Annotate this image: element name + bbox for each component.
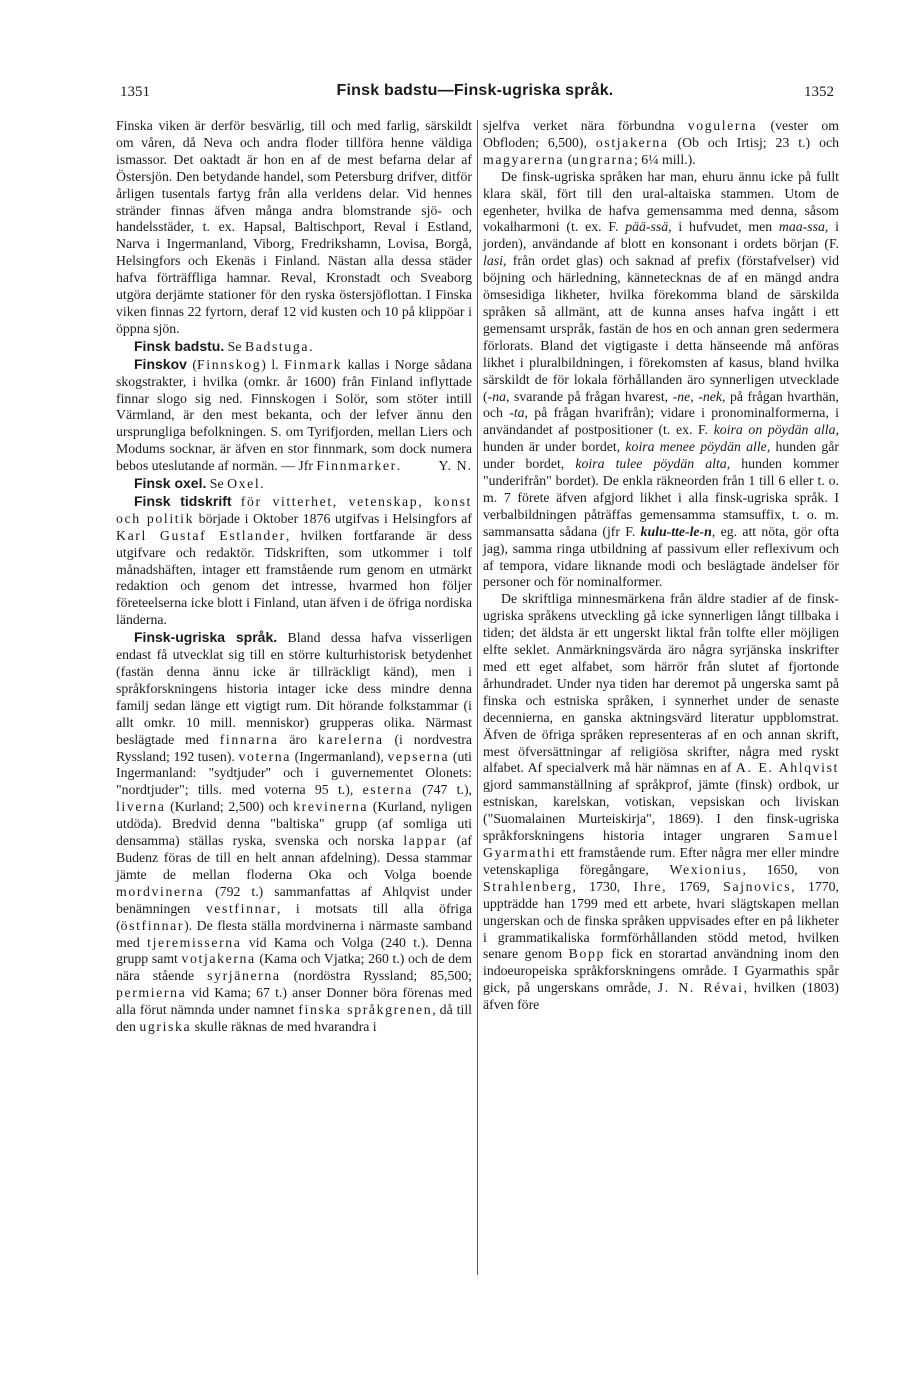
entry-text: , i jorden), användande af blott en konsonant i ordets början (F. <box>483 219 839 252</box>
spaced-term: liverna <box>116 799 166 815</box>
example-word: kulu-tte-le-n <box>640 523 712 539</box>
entry-text: , från ordet glas) och saknad af prefix (förstafvelser) vid böjning och härledning, kännetecknas de af en mängd andra ömsesidiga likheter, hvilka förekomma bland de särskilda språken så allmänt, att de kunna anses hafva ingått i ett gemensamt urspråk, fastän de hos en och annan gren sedermera förlorats. Bland det vigtigaste i detta hänseende må anföras likhet i pluralbildningen, i förekomsten af kasus, bland hvilka särskildt de för lokala förhållanden äro synnerligen utvecklade ( <box>483 253 839 404</box>
ugriska-literature-paragraph <box>483 591 839 1014</box>
entry-finsk-badstu <box>116 338 472 356</box>
entry-text: . <box>260 476 264 492</box>
spaced-term: vestfinnar <box>205 900 277 916</box>
entry-text: , på frågan hvarifrån); vidare i pronominalformerna, i användandet af postpositioner (t. ex. F. <box>483 405 840 438</box>
spaced-term: krevinerna <box>293 799 369 815</box>
entry-text: kallas i Norge sådana skogstrakter, i hvilka (omkr. år 1600) från Finland inflyttade finnar slogo sig ned. Finnskogen i Solör, som stöter intill Värmland, är den mest bekanta, och der lefver ännu den ursprungliga befolkningen. S. om Tyrifjorden, mellan Liers och Modums socknar, är äfven en stor finnmark, som dock numera bebos uteslutande af normän. — Jfr <box>116 356 472 474</box>
spaced-term: Ihre <box>633 878 663 894</box>
spaced-term: östfinnar <box>120 917 185 933</box>
spaced-term: vogulerna <box>687 118 758 133</box>
spaced-term: mordvinerna <box>116 883 205 899</box>
entry-text: (nordöstra Ryssland; 85,500; <box>280 968 472 984</box>
example-word: maa-ssa <box>778 219 825 235</box>
page-header <box>116 84 834 106</box>
left-column <box>116 118 472 1036</box>
entry-text: . <box>309 338 313 354</box>
page-number-right: 1352 <box>804 84 834 100</box>
column-divider <box>477 120 478 1275</box>
spaced-term: Samuel Gyarmathi <box>483 828 839 860</box>
entry-text: skulle räknas de med hvarandra i <box>191 1019 377 1035</box>
entry-text: De finsk-ugriska språken har man, ehuru ännu icke på fullt klara skäl, fört till den ural-altaiska stammen. Utom de egenheter, hvilka de hafva gemensamma med denna, såsom vokalharmoni (t. ex. F. <box>483 168 839 235</box>
spaced-term: ungrarna <box>572 151 635 167</box>
cross-reference: Badstuga <box>244 338 310 354</box>
entry-text: (af Budenz föras de till en helt annan afdelning). Dessa stammar jämte de mellan floderna Oka och Volga boende <box>116 833 472 882</box>
example-phrase: koira tulee pöydän alta <box>575 456 727 472</box>
entry-text: ett framstående rum. Efter några mer eller mindre vetenskapliga föregångare, <box>483 844 839 877</box>
running-title: Finsk badstu—Finsk-ugriska språk. <box>336 82 614 99</box>
entry-text: , 1769, <box>662 878 724 894</box>
spaced-term: magyarerna <box>483 151 565 167</box>
entry-text: (792 t.) sammanfattas af Ahlqvist under benämningen <box>116 883 472 916</box>
spaced-term: Sajnovics <box>723 878 792 894</box>
spaced-term: votjakerna <box>181 951 256 967</box>
entry-text: Se <box>206 476 228 492</box>
entry-text: , 1770, uppträdde han 1799 med ett arbete, hvari slägtskapen mellan ungerskan och de finska språken uppvisades efter en på likheter i grammatikaliska formförhållanden stödd metod, hvilken senare genom <box>483 878 840 962</box>
entry-text: , i motsats till alla öfriga ( <box>116 900 472 933</box>
spaced-term: A. E. Ahlqvist <box>735 760 839 776</box>
spaced-term: finnarna <box>219 731 279 747</box>
example-word: -ne, -nek <box>672 388 722 404</box>
entry-text: ) l. <box>261 356 285 372</box>
entry-text: ). De flesta ställa mordvinerna i närmaste samband med <box>116 917 472 950</box>
entry-text: , hvilken (1803) äfven före <box>483 980 840 1013</box>
spaced-term: för vitterhet, vetenskap, konst och politik <box>116 493 472 526</box>
spaced-term: permierna <box>116 985 187 1001</box>
page-number-left: 1351 <box>120 84 150 100</box>
entry-text: Se <box>224 338 245 354</box>
entry-text: De skriftliga minnesmärkena från äldre stadier af de finsk-ugriska språkens utveckling gå icke synnerligen långt tillbaka i tiden; det äldsta är ett ungerskt liktal från tolfte eller möjligen elfte seklet. Anmärkningsvärda äro några syrjänska inskrifter med ett eget alfabet, som härrör från slutet af fjortonde århundradet. Under nya tiden har deremot på ungerska samt på finska och estniska språken, i synnerhet under de senaste decennierna, en ganska aktningsvärd literatur uppblomstrat. Äfven de öfriga språken representeras af en och annan skrift, mest öfversättningar af religiösa skrifter, några med ryskt alfabet. Af specialverk må här nämnas en af <box>483 591 839 776</box>
spaced-term: lappar <box>403 833 448 849</box>
entry-finsk-ugriska-sprak <box>116 629 472 1036</box>
entry-text: (Ob och Irtisj; 23 t.) och <box>668 134 839 150</box>
entry-text: började i Oktober 1876 utgifvas i Helsingfors af <box>194 510 473 526</box>
headword: Finskov <box>134 355 187 372</box>
spaced-term: ostjakerna <box>595 134 669 150</box>
entry-text: , hvilken fortfarande är dess utgifvare och redaktör. Tidskriften, som utkommer i tolf månadshäften, intager ett framstående rum genom en utmärkt redaktion och genom det intresse, hvarmed hon följer företeelserna icke blott i Finland, utan äfven i de öfriga nordiska länderna. <box>116 527 473 628</box>
spaced-term: esterna <box>362 782 413 798</box>
headword: Finsk oxel. <box>134 475 207 492</box>
spaced-term: Strahlenberg <box>483 878 573 894</box>
example-phrase: koira on pöydän alla <box>713 422 836 438</box>
spaced-term: Finnskog <box>197 356 262 372</box>
entry-text: (Ingermanland), <box>291 748 388 764</box>
spaced-term: Bopp <box>568 946 605 962</box>
example-word: pää-ssä <box>625 219 669 235</box>
entry-text: (Kurland, nyligen utdöda). Bredvid denna "baltiska" grupp (af somliga uti densamma) ställas ryska, svenska och norska <box>116 799 472 849</box>
entry-text: , på frågan hvarthän, och <box>483 388 839 421</box>
entry-text: , hunden går under bordet, <box>483 439 839 472</box>
headword: Finsk tidskrift <box>134 492 232 509</box>
entry-text: gjord sammanställning af språkprof, jämte (finsk) ordbok, ur estniskan, karelskan, votiskan, vepsiskan och liviskan ("Suomalainen Murteiskirja", 1869). I den finsk-ugriska språkforskningens historia intager ungraren <box>483 777 839 844</box>
cross-reference: Finnmarker <box>316 458 397 474</box>
entry-finsk-tidskrift <box>116 493 472 629</box>
entry-finsk-oxel <box>116 475 472 493</box>
entry-text <box>232 494 241 509</box>
entry-text: sjelfva verket nära förbundna <box>483 118 688 133</box>
entry-text: (i nordvestra Ryssland; 192 tusen). <box>116 731 473 764</box>
spaced-term: tjeremisserna <box>147 934 242 950</box>
entry-text: (747 t.), <box>412 782 472 798</box>
right-column <box>483 118 839 1014</box>
entry-text: (uti Ingermanland: "sydtjuder" och i guvernementet Olonets: "nordtjuder"; tills. med voterna 95 t.), <box>116 748 473 798</box>
cross-reference: Oxel <box>227 476 261 492</box>
entry-text: fick en storartad användning inom den indoeuropeiska språkforskningens område. I Gyarmathis spår gick, på ungerskans område, <box>483 946 840 996</box>
example-word: -na <box>487 388 507 404</box>
entry-text: vid Kama och Volga (240 t.). Denna grupp samt <box>116 934 472 967</box>
entry-text: , då till den <box>116 1002 473 1035</box>
entry-text: ( <box>186 356 198 372</box>
author-signature: Y. N. <box>438 458 472 474</box>
entry-text: (Kurland; 2,500) och <box>165 799 294 815</box>
spaced-term: syrjänerna <box>207 968 281 984</box>
spaced-term: Wexionius <box>669 861 743 877</box>
entry-text: ( <box>564 151 573 167</box>
entry-text: , hunden kommer "underifrån" bordet). De enkla räkneorden från 1 till 6 eller t. o. m. 7 förete äfven afgjord likhet i alla finsk-ugriska språk. I verbalbildningen påträffas gemensamma stamsuffix, t. o. m. sammansatta sådana (jfr F. <box>483 456 839 539</box>
ugriska-grammar-paragraph <box>483 169 839 592</box>
entry-text: , i hufvudet, men <box>668 219 779 235</box>
spaced-term: Finmark <box>284 356 343 372</box>
entry-text: , 1730, <box>572 878 634 894</box>
entry-text: vid Kama; 67 t.) anser Donner böra förenas med alla förut nämnda under namnet <box>116 985 472 1018</box>
example-word: lasi <box>483 253 503 269</box>
entry-text: , hunden är under bordet, <box>483 422 839 455</box>
spaced-term: karelerna <box>317 731 384 747</box>
entry-text: , 1650, von <box>742 861 839 877</box>
entry-text: (Kama och Vjatka; 260 t.) och de dem nära stående <box>116 951 472 984</box>
finska-viken-continuation: Finska viken är derför besvärlig, till och med farlig, särskildt om våren, då Neva och andra floder tillföra henne väldiga ismassor. Det oaktadt är hon en af de mest befarna delar af Östersjön. Den betydande handel, som Petersburg drifver, ditför årligen tusentals fartyg från alla verldens delar. Vid hennes stränder finnas äfven många andra blomstrande sjö- och handelsstäder, t. ex. Hapsal, Baltischport, Reval i Estland, Narva i Ingermanland, Viborg, Fredrikshamn, Lovisa, Borgå, Helsingfors och Ekenäs i Finland. Nästan alla dessa städer hafva förträffliga hamnar. Reval, Kronstadt och Sveaborg utgöra derjämte stationer för den ryska östersjöflottan. I Finska viken finnas 22 fyrtorn, deraf 12 vid kusten och 10 på klippöar i öppna sjön. <box>116 118 472 336</box>
entry-text: äro <box>278 731 318 747</box>
entry-text: , svarande på frågan hvarest, <box>506 388 673 404</box>
headword: Finsk-ugriska språk. <box>134 629 278 646</box>
entry-text: (vester om Obfloden; 6,500), <box>483 118 839 150</box>
spaced-term: voterna <box>238 748 292 764</box>
spaced-term: ugriska <box>139 1019 192 1035</box>
entry-text: Bland dessa hafva visserligen endast få utvecklat sig till en större kulturhistorisk betydenhet (fastän denna ännu icke är tillräckligt känd), men i språkforskningens historia intager icke dess mindre denna familj sedan länge ett vigtigt rum. Dit hörande folkstammar (i allt omkr. 10 mill. menniskor) grupperas olika. Närmast beslägtade med <box>116 630 472 747</box>
example-phrase: koira menee pöydän alle <box>625 439 767 455</box>
entry-text: , eg. att nöta, gör ofta jag), samma ringa utbildning af passivum eller reflexivum och af tempora, vidare liknande modi och beslägtade ändelser för personer och för nominalformer. <box>483 523 839 590</box>
entry-text: . <box>396 458 401 474</box>
entry-text: ; 6¼ mill.). <box>634 151 696 167</box>
ugriska-continuation <box>483 118 839 169</box>
entry-finskov <box>116 356 472 475</box>
headword: Finsk badstu. <box>134 337 225 354</box>
spaced-term: vepserna <box>387 748 450 764</box>
spaced-term: J. N. Révai <box>657 980 744 996</box>
example-word: -ta <box>509 405 525 421</box>
spaced-term: Karl Gustaf Estlander <box>116 527 286 543</box>
spaced-term: finska språkgrenen <box>298 1002 433 1018</box>
